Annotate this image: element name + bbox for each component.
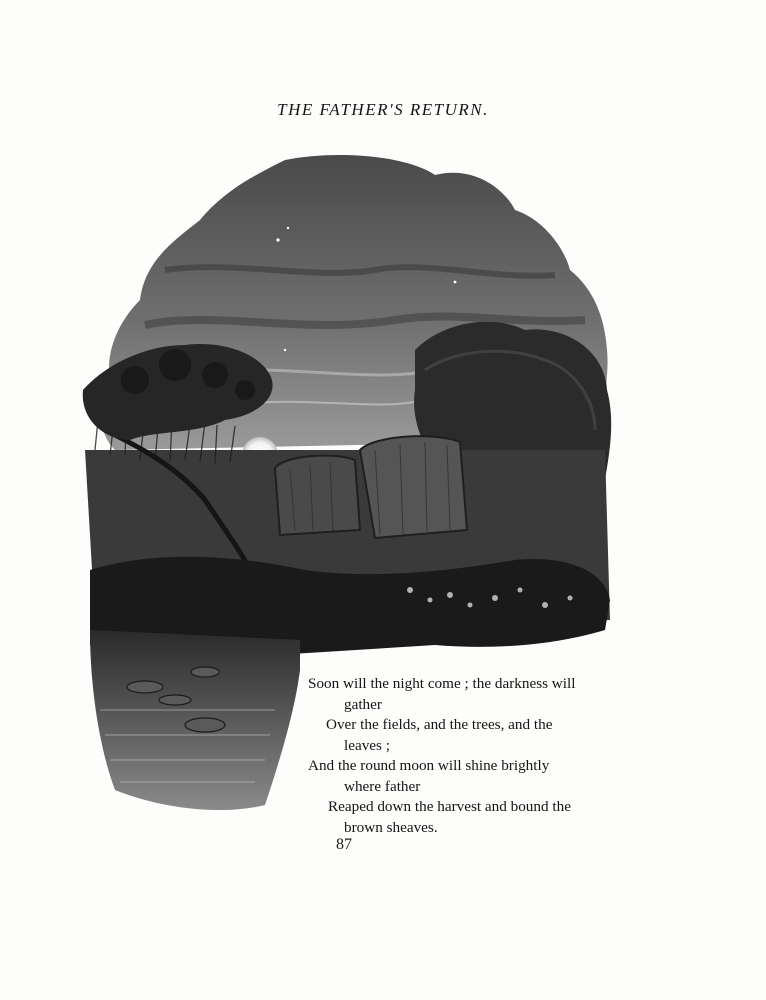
poem-stanza [308, 674, 618, 838]
running-title: THE FATHER'S RETURN. [277, 100, 489, 119]
poem-line: brown sheaves. [344, 818, 438, 836]
haystack-left [275, 456, 360, 535]
poem-line: where father [344, 777, 421, 795]
haystack-right [360, 436, 467, 538]
page-number: 87 [336, 836, 352, 853]
poem-line: And the round moon will shine brightly [308, 757, 550, 774]
poem-line: gather [344, 695, 382, 713]
poem-line: leaves ; [344, 736, 390, 754]
poem-line: Soon will the night come ; the darkness will [308, 675, 576, 692]
poem-line: Over the fields, and the trees, and the [326, 716, 553, 733]
poem-line: Reaped down the harvest and bound the [328, 798, 571, 815]
